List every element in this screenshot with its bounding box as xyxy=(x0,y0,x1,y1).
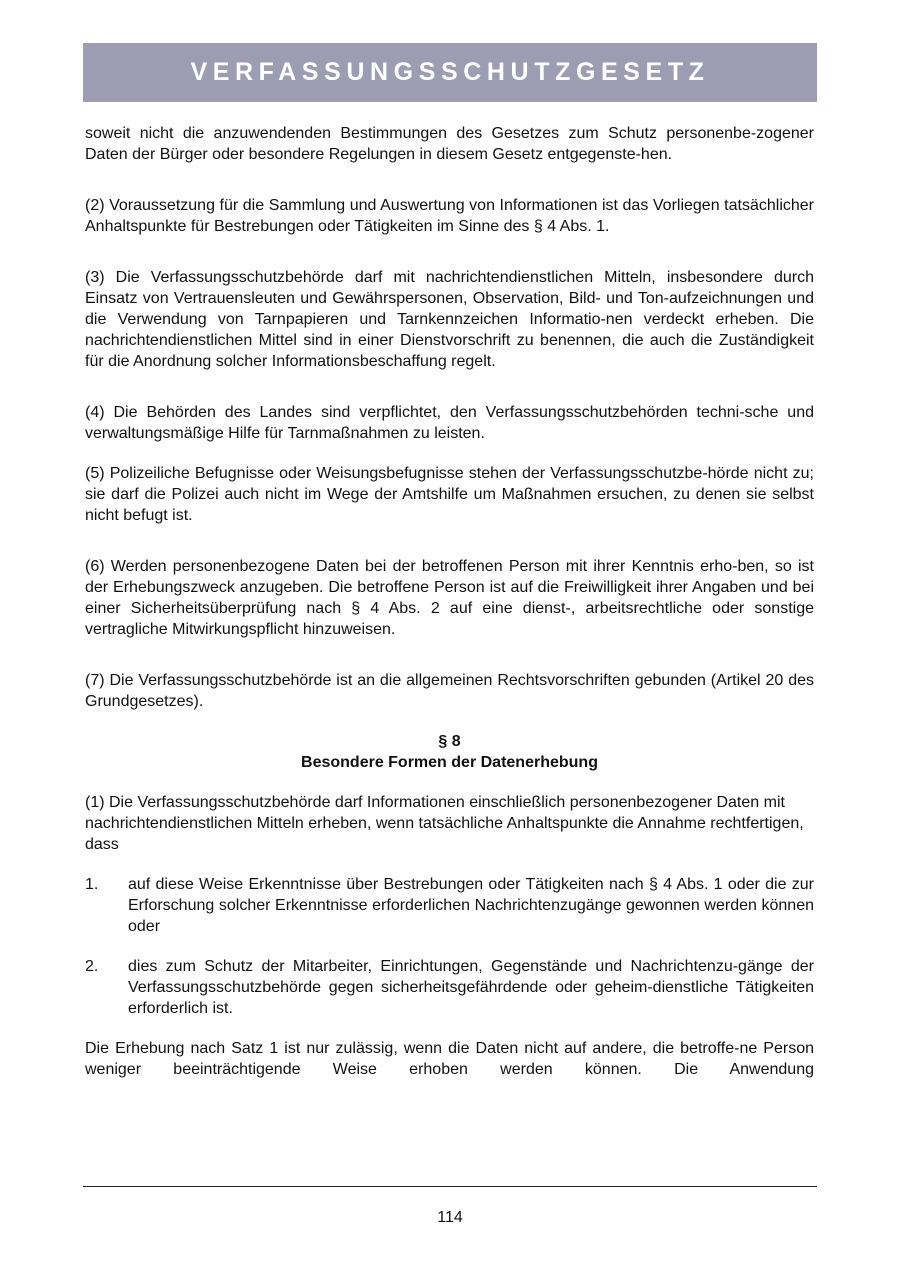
footer-divider xyxy=(83,1186,817,1187)
list-item-text: dies zum Schutz der Mitarbeiter, Einrichtungen, Gegenstände und Nachrichtenzu-gänge der Verfassungsschutzbehörde gegen sicherheitsgefährdende oder geheim-dienstliche Tätigkeiten erforderlich ist. xyxy=(128,958,814,1017)
list-item-text: auf diese Weise Erkenntnisse über Bestrebungen oder Tätigkeiten nach § 4 Abs. 1 oder die zur Erforschung solcher Erkenntnisse erforderlichen Nachrichtenzugänge gewonnen werden können oder xyxy=(128,876,814,935)
paragraph-2: (2) Voraussetzung für die Sammlung und Auswertung von Informationen ist das Vorliegen tatsächlicher Anhaltspunkte für Bestrebungen oder Tätigkeiten im Sinne des § 4 Abs. 1. xyxy=(85,197,814,235)
page-number: 114 xyxy=(437,1209,463,1226)
paragraph-5: (5) Polizeiliche Befugnisse oder Weisungsbefugnisse stehen der Verfassungsschutzbe-hörde nicht zu; sie darf die Polizei auch nicht im Wege der Amtshilfe um Maßnahmen ersuchen, zu denen sie selbst nicht befugt ist. xyxy=(85,465,814,524)
document-title: VERFASSUNGSSCHUTZGESETZ xyxy=(190,58,710,86)
list-item-number: 1. xyxy=(85,876,99,893)
section-number: § 8 xyxy=(438,733,461,750)
list-item xyxy=(85,874,814,937)
section-intro: (1) Die Verfassungsschutzbehörde darf Informationen einschließlich personenbezogener Daten mit nachrichtendienstlichen Mitteln erheben, wenn tatsächliche Anhaltspunkte die Annahme rechtfertigen, dass xyxy=(85,794,804,853)
page-body xyxy=(85,123,814,1080)
list-item xyxy=(85,956,814,1019)
header-band xyxy=(83,43,817,102)
paragraph-7: (7) Die Verfassungsschutzbehörde ist an die allgemeinen Rechtsvorschriften gebunden (Artikel 20 des Grundgesetzes). xyxy=(85,672,814,710)
paragraph-continuation: soweit nicht die anzuwendenden Bestimmungen des Gesetzes zum Schutz personenbe-zogener Daten der Bürger oder besondere Regelungen in diesem Gesetz entgegenste-hen. xyxy=(85,125,814,163)
section-title: Besondere Formen der Datenerhebung xyxy=(301,754,598,771)
paragraph-3: (3) Die Verfassungsschutzbehörde darf mit nachrichtendienstlichen Mitteln, insbesondere durch Einsatz von Vertrauensleuten und Gewährspersonen, Observation, Bild- und Ton-aufzeichnungen und die Verwendung von Tarnpapieren und Tarnkennzeichen Informatio-nen verdeckt erheben. Die nachrichtendienstlichen Mittel sind in einer Dienstvorschrift zu benennen, die auch die Zuständigkeit für die Anordnung solcher Informationsbeschaffung regelt. xyxy=(85,269,814,370)
paragraph-4: (4) Die Behörden des Landes sind verpflichtet, den Verfassungsschutzbehörden techni-sche und verwaltungsmäßige Hilfe für Tarnmaßnahmen zu leisten. xyxy=(85,404,814,442)
section-closing: Die Erhebung nach Satz 1 ist nur zulässig, wenn die Daten nicht auf andere, die betroffe-ne Person weniger beeinträchtigende Weise erhoben werden können. Die Anwendung xyxy=(85,1040,814,1078)
paragraph-6: (6) Werden personenbezogene Daten bei der betroffenen Person mit ihrer Kenntnis erho-ben, so ist der Erhebungszweck anzugeben. Die betroffene Person ist auf die Freiwilligkeit ihrer Angaben und bei einer Sicherheitsüberprüfung nach § 4 Abs. 2 auf eine dienst-, arbeitsrechtliche oder sonstige vertragliche Mitwirkungspflicht hinzuweisen. xyxy=(85,558,814,638)
list-item-number: 2. xyxy=(85,958,99,975)
